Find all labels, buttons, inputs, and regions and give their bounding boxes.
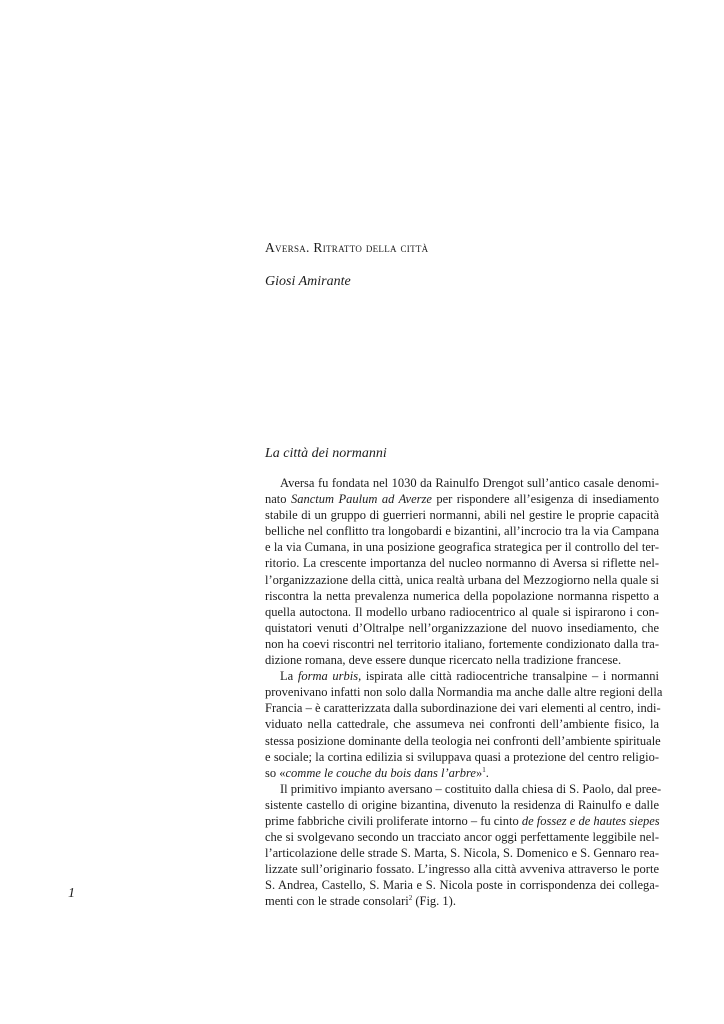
body-line: dizione romana, deve essere dunque ricercato nella tradizione francese. [265, 653, 622, 668]
body-line: quistatori venuti d’Oltralpe nell’organizzazione del nuovo insediamento, che [265, 620, 659, 635]
body-line: viduato nella cattedrale, che assumeva nei confronti dell’ambiente fisico, la [265, 717, 659, 732]
body-line: e sociale; la cortina edilizia si sviluppava quasi a protezione del centro religio- [265, 749, 659, 764]
body-line: quella autoctona. Il modello urbano radiocentrico al quale si ispirarono i con- [265, 604, 659, 619]
body-line: so «comme le couche du bois dans l’arbre»$^1$. [265, 765, 489, 780]
body-line: provenivano infatti non solo dalla Normandia ma anche dalle altre regioni della [265, 685, 663, 700]
emphasis: de fossez e de hautes siepes [521, 813, 660, 828]
footnote-ref[interactable]: 1 [482, 765, 486, 774]
body-line: S. Andrea, Castello, S. Maria e S. Nicola poste in corrispondenza dei collega- [265, 878, 659, 893]
body-line: stabile di un gruppo di guerrieri normanni, abili nel gestire le proprie capacità [265, 508, 659, 523]
article-title [265, 240, 428, 256]
body-line: Francia – è caratterizzata dalla subordinazione dei vari elementi al centro, indi- [265, 701, 661, 716]
body-line: menti con le strade consolari$^2$ (Fig. 1). [265, 894, 456, 909]
body-line: Il primitivo impianto aversano – costituito dalla chiesa di S. Paolo, dal pree- [280, 781, 662, 796]
body-line: e la via Cumana, in una posizione geografica strategica per il controllo del ter- [265, 540, 659, 555]
body-line: La forma urbis, ispirata alle città radiocentriche transalpine – i normanni [280, 669, 659, 684]
article-author: Giosi Amirante [265, 274, 351, 289]
emphasis: Sanctum Paulum ad Averze [290, 492, 432, 507]
emphasis: comme le couche du bois dans l’arbre [285, 765, 476, 780]
body-line: Aversa fu fondata nel 1030 da Rainulfo Drengot sull’antico casale denomi- [280, 476, 659, 490]
body-line: belliche nel conflitto tra longobardi e bizantini, all’incrocio tra la via Campana [265, 524, 659, 539]
article-body [265, 475, 663, 910]
section-heading: La città dei normanni [265, 446, 387, 461]
body-line: riscontra la netta prevalenza numerica della popolazione normanna rispetto a [265, 588, 659, 603]
body-line: prime fabbriche civili proliferate intorno – fu cinto de fossez e de hautes siepes [265, 813, 660, 828]
body-line: stessa posizione dominante della teologia nei confronti dell’ambiente spirituale [265, 733, 661, 748]
body-line: l’organizzazione della città, unica realtà urbana del Mezzogiorno nella quale si [265, 572, 659, 587]
body-line: sistente castello di origine bizantina, divenuto la residenza di Rainulfo e dalle [265, 797, 659, 812]
page-number: 1 [68, 886, 75, 901]
body-line: nato Sanctum Paulum ad Averze per rispondere all’esigenza di insediamento [265, 492, 659, 507]
body-line: che si svolgevano secondo un tracciato ancor oggi perfettamente leggibile nel- [265, 830, 659, 845]
body-line: lizzate sull’originario fossato. L’ingresso alla città avveniva attraverso le porte [265, 862, 659, 877]
body-line: non ha coevi riscontri nel territorio italiano, fortemente condizionato dalla tra- [265, 636, 659, 651]
footnote-ref[interactable]: 2 [408, 894, 413, 903]
article-title-text: Aversa. Ritratto della città [265, 240, 429, 255]
emphasis: forma urbis, [297, 669, 362, 684]
body-line: ritorio. La crescente importanza del nucleo normanno di Aversa si riflette nel- [265, 556, 659, 571]
body-line: l’articolazione delle strade S. Marta, S. Nicola, S. Domenico e S. Gennaro rea- [265, 846, 659, 861]
